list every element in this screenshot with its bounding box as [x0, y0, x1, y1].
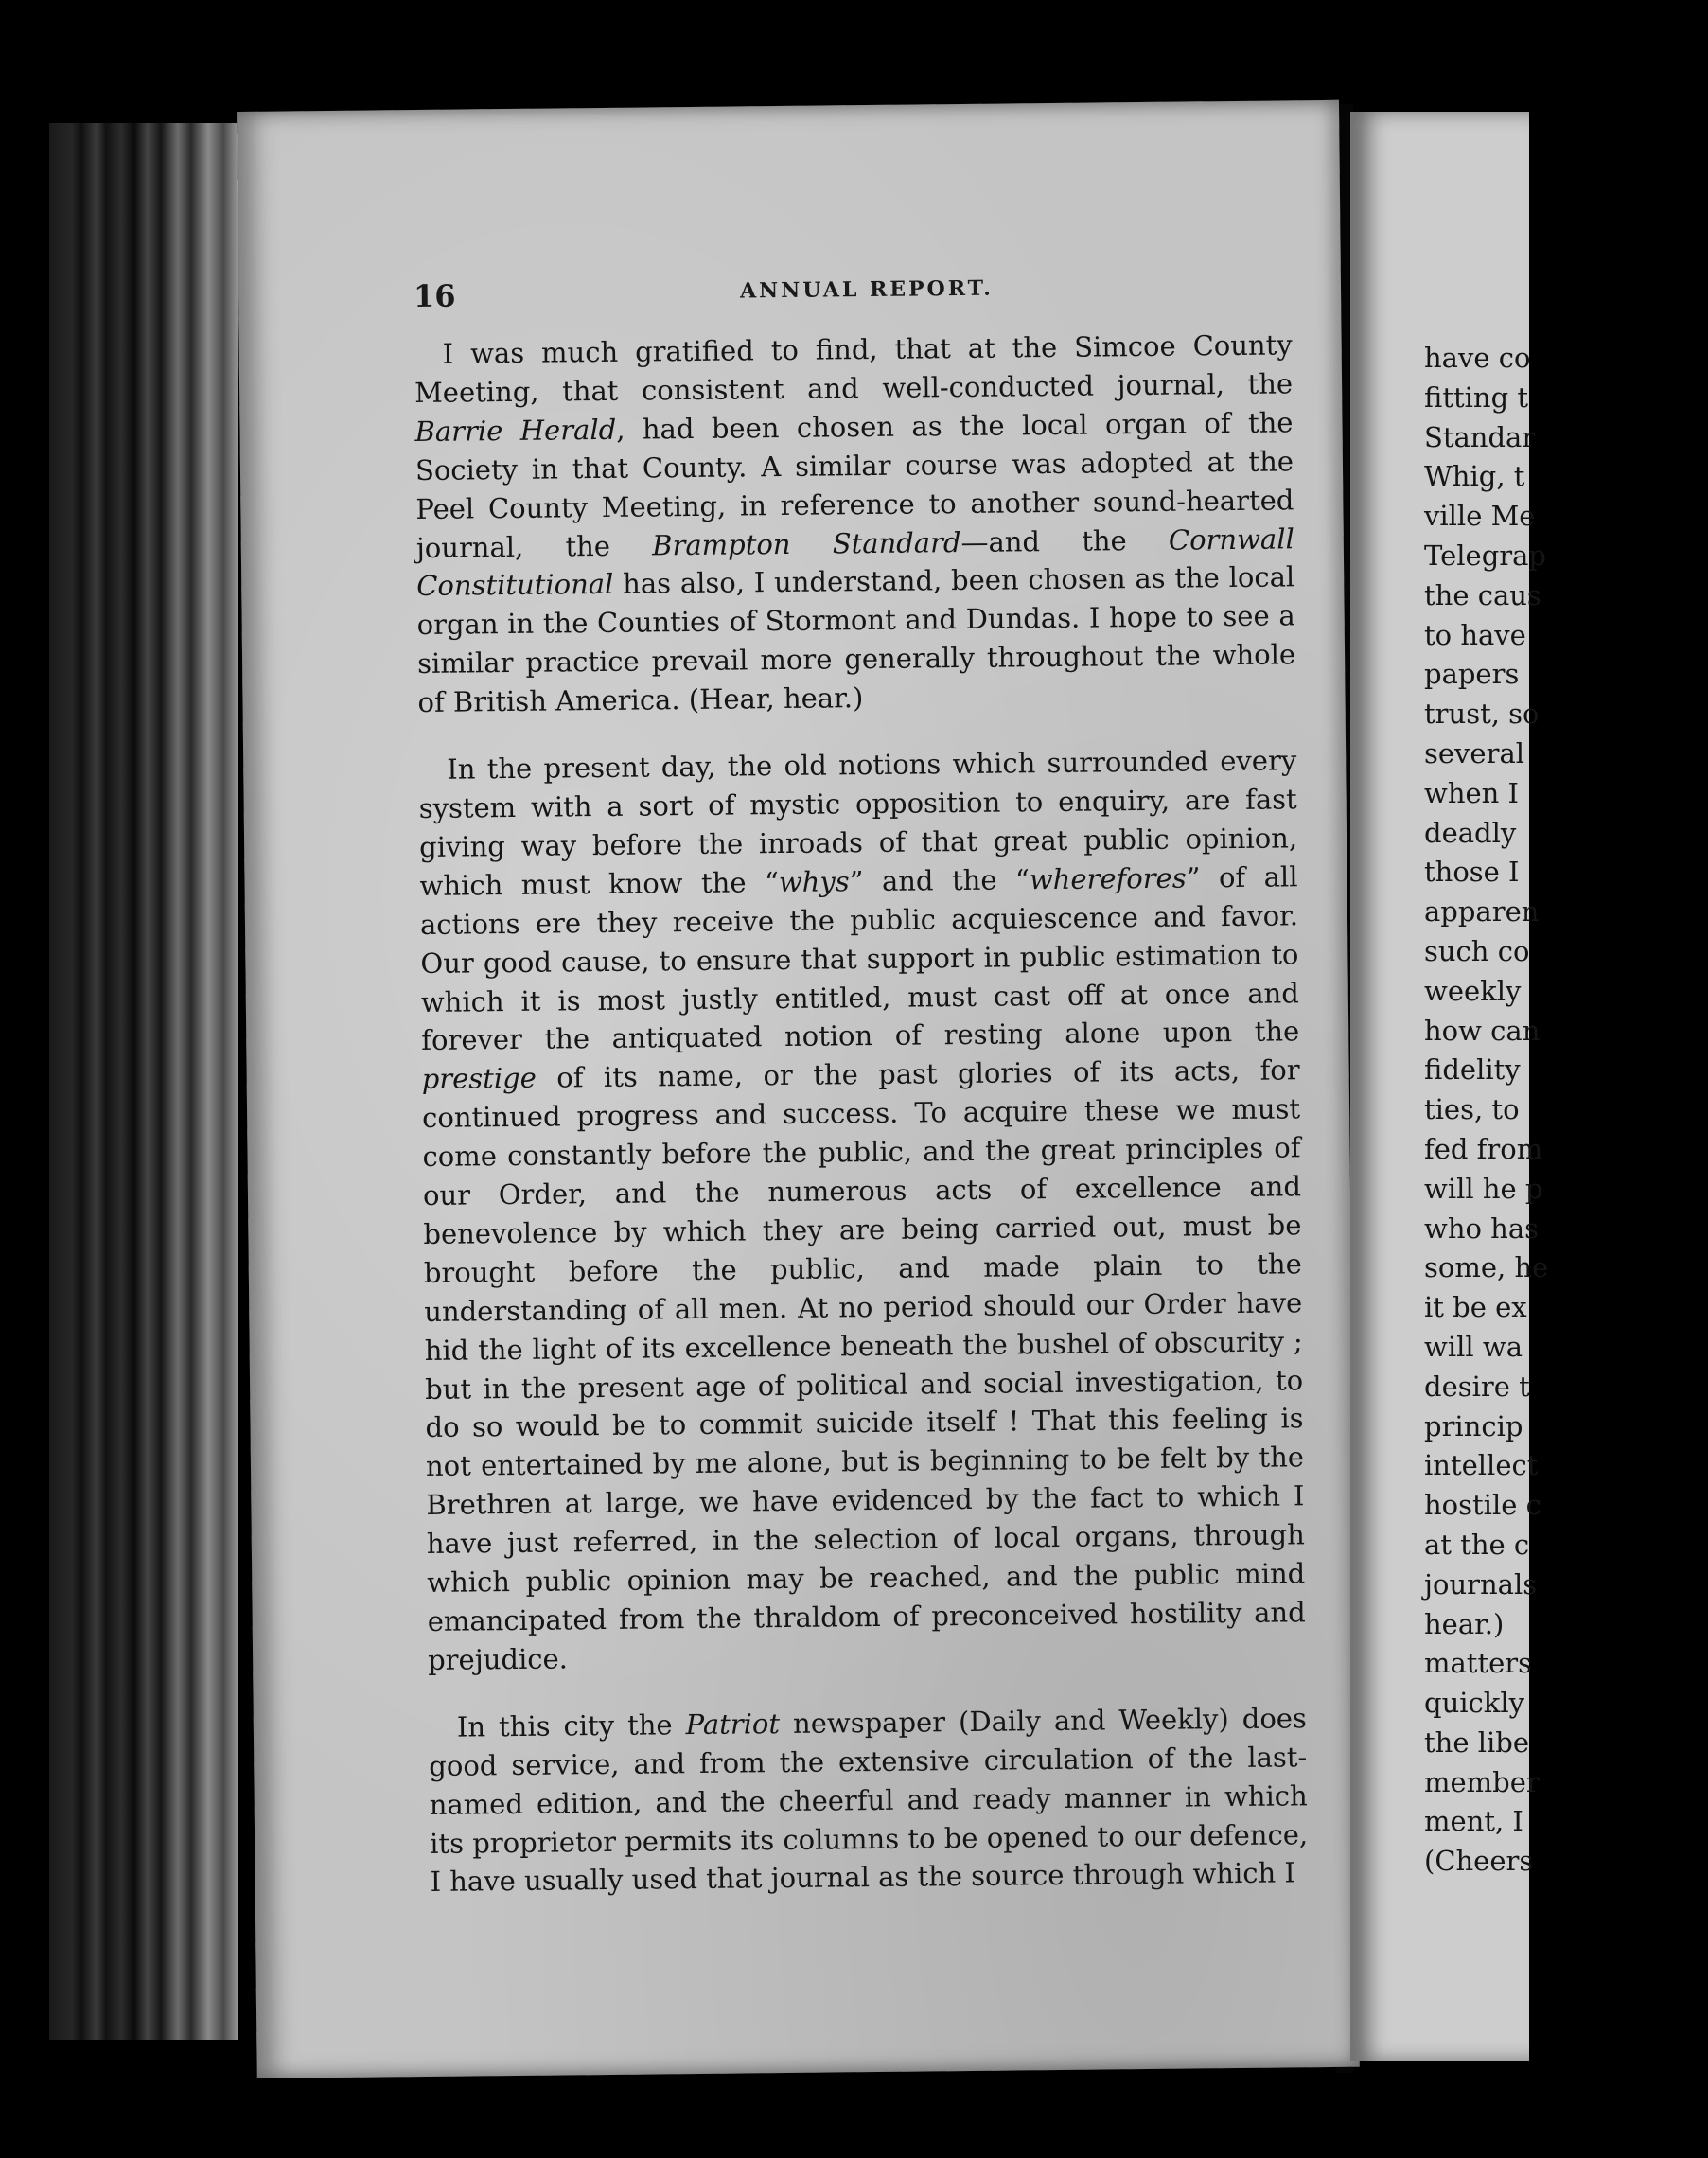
right-page-line: have co [1424, 342, 1531, 374]
right-page-line: Standar [1424, 420, 1536, 453]
right-page-line: several [1424, 736, 1525, 769]
text-run: newspaper (Daily and Weekly) does good service, and from the extensive circulation of the last-named edition, and the cheerful and ready manner in which its proprietor permits its columns to be opened to our defence, I have usually used that journal as the source through which I [429, 1702, 1309, 1899]
right-page-line: papers [1424, 658, 1520, 691]
right-page-line: those I [1424, 856, 1520, 889]
body-text [414, 326, 1309, 1930]
right-page-line: it be ex [1424, 1291, 1527, 1324]
right-page-line: the libe [1424, 1725, 1529, 1759]
right-page-line: desire t [1424, 1370, 1530, 1403]
right-page-line: quickly [1424, 1687, 1524, 1720]
paragraph [429, 1699, 1309, 1902]
right-page-line: matters [1424, 1647, 1533, 1680]
right-page-line: hostile c [1424, 1489, 1541, 1522]
text-run: In the present day, the old notions which surrounded every system with a sort of mystic opposition to enquiry, are fast giving way before the inroads of that great public opinion, which must know the “ [418, 744, 1298, 902]
right-page-line: Whig, t [1424, 460, 1525, 493]
right-page-line: ment, I [1424, 1805, 1523, 1838]
right-page-line: Telegrap [1424, 539, 1546, 572]
right-page-line: ties, to [1424, 1093, 1520, 1126]
italic-text: Patriot [685, 1707, 781, 1741]
text-run: , had been chosen as the local organ of the Society in that County. A similar course was adopted at the Peel County Meeting, in reference to another sound-hearted journal, the [414, 406, 1294, 564]
text-run: of its name, or the past glories of its acts, for continued progress and success. To acquire these we must come constantly before the public, and the great principles of our Order, and the numerous acts of excellence and benevolence by which they are being carried out, must be brought before the public, and made plain to the understanding of all men. At no period should our Order have hid the light of its excellence beneath the bushel of obscurity ; but in the present age of political and social investigation, to do so would be to commit suicide itself ! That this feeling is not entertained by me alone, but is beginning to be felt by the Brethren at large, we have evidenced by the fact to which I have just referred, in the selection of local organs, through which public opinion may be reached, and the public mind emancipated from the thraldom of preconceived hostility and prejudice. [421, 1053, 1306, 1676]
right-page-line: such co [1424, 934, 1530, 967]
right-page-line: intellect [1424, 1449, 1539, 1482]
running-title: ANNUAL REPORT. [739, 275, 994, 304]
paragraph [418, 741, 1306, 1679]
text-run: ” and the “ [849, 863, 1030, 898]
right-page-line: will he p [1424, 1172, 1543, 1205]
text-run: has also, I understand, been chosen as the local organ in the Counties of Stormont and Dundas. I hope to see a similar practice prevail more generally throughout the whole of British America. (Hear, hear.) [416, 560, 1296, 719]
running-head [414, 269, 1360, 316]
right-page-fragment [1350, 112, 1549, 2061]
text-run: In this city the [456, 1707, 686, 1743]
right-page-line: princip [1424, 1409, 1523, 1442]
right-page-line: fed from [1424, 1132, 1543, 1165]
right-page-line: trust, so [1424, 698, 1540, 731]
right-page-line: (Cheers [1424, 1845, 1534, 1878]
right-page-line: to have [1424, 618, 1526, 651]
text-run: ” of all actions ere they receive the public acquiescence and favor. Our good cause, to ensure that support in public estimation to which it is most justly entitled, must cast off at once and forever the antiquated notion of resting alone upon the [419, 860, 1300, 1057]
text-run: I was much gratified to find, that at the Simcoe County Meeting, that consistent and well-conducted journal, the [414, 328, 1294, 409]
right-page-line: who has [1424, 1212, 1540, 1245]
right-page-line: at the c [1424, 1528, 1530, 1561]
right-page-line: deadly [1424, 816, 1517, 849]
italic-text: whys [778, 865, 850, 898]
right-page-line: member [1424, 1765, 1540, 1798]
italic-text: Cornwall Constitutional [416, 522, 1294, 603]
right-page-line: ville Me [1424, 500, 1536, 533]
right-page-line: some, he [1424, 1251, 1549, 1284]
right-page-line: the caus [1424, 578, 1541, 611]
italic-text: prestige [421, 1062, 537, 1096]
right-page-line: how can [1424, 1014, 1541, 1047]
left-page [237, 100, 1360, 2078]
right-page-lines [1424, 339, 1708, 1882]
book-page-edges [49, 123, 238, 2040]
right-page-line: hear.) [1424, 1607, 1505, 1640]
right-page-line: when I [1424, 776, 1520, 809]
right-page-line: fitting t [1424, 380, 1529, 414]
right-page-line: journals [1424, 1567, 1538, 1601]
text-run: —and the [960, 523, 1170, 558]
right-page-line: weekly [1424, 974, 1522, 1007]
italic-text: Barrie Herald [414, 413, 617, 448]
italic-text: wherefores [1029, 861, 1187, 896]
paragraph [414, 326, 1295, 722]
italic-text: Brampton Standard [652, 525, 961, 561]
page-number: 16 [413, 277, 456, 315]
right-page-line: apparen [1424, 895, 1540, 929]
right-page-line: will wa [1424, 1330, 1523, 1363]
right-page-line: fidelity [1424, 1053, 1521, 1087]
